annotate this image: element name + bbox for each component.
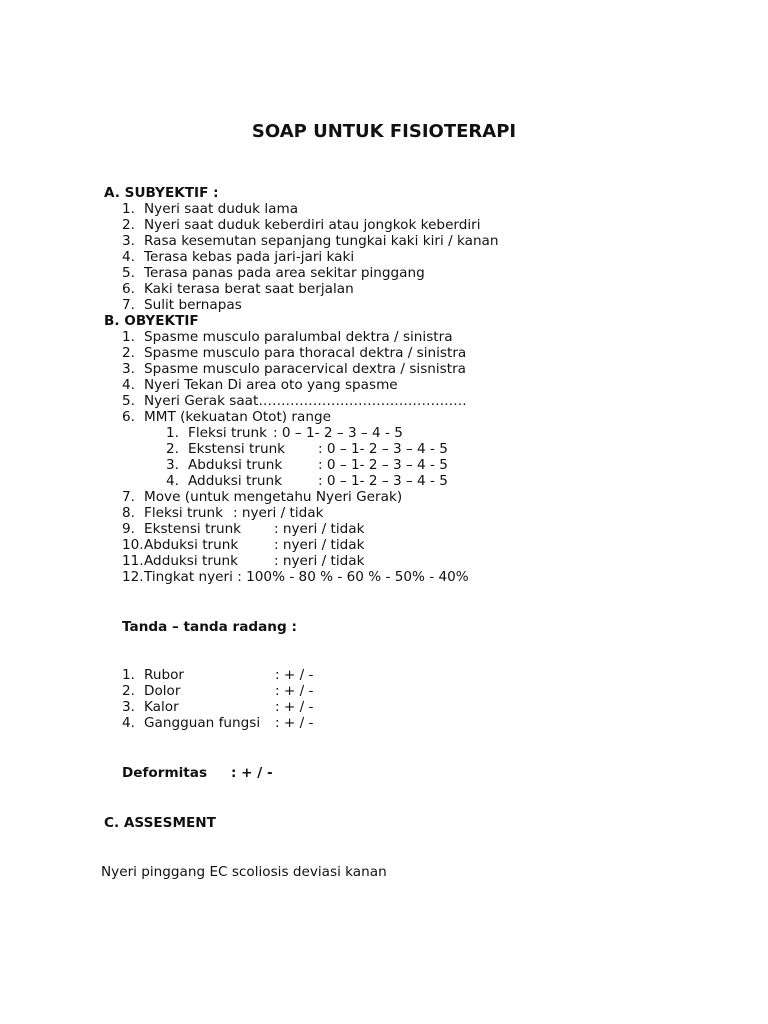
section-subjektif-heading: A. SUBYEKTIF : [104,185,219,201]
section-objektif-heading: B. OBYEKTIF [104,313,199,329]
assesment-text: Nyeri pinggang EC scoliosis deviasi kanan [101,864,387,880]
page-title: SOAP UNTUK FISIOTERAPI [251,121,517,142]
radang-heading: Tanda – tanda radang : [122,619,297,635]
section-assesment-heading: C. ASSESMENT [104,815,216,831]
